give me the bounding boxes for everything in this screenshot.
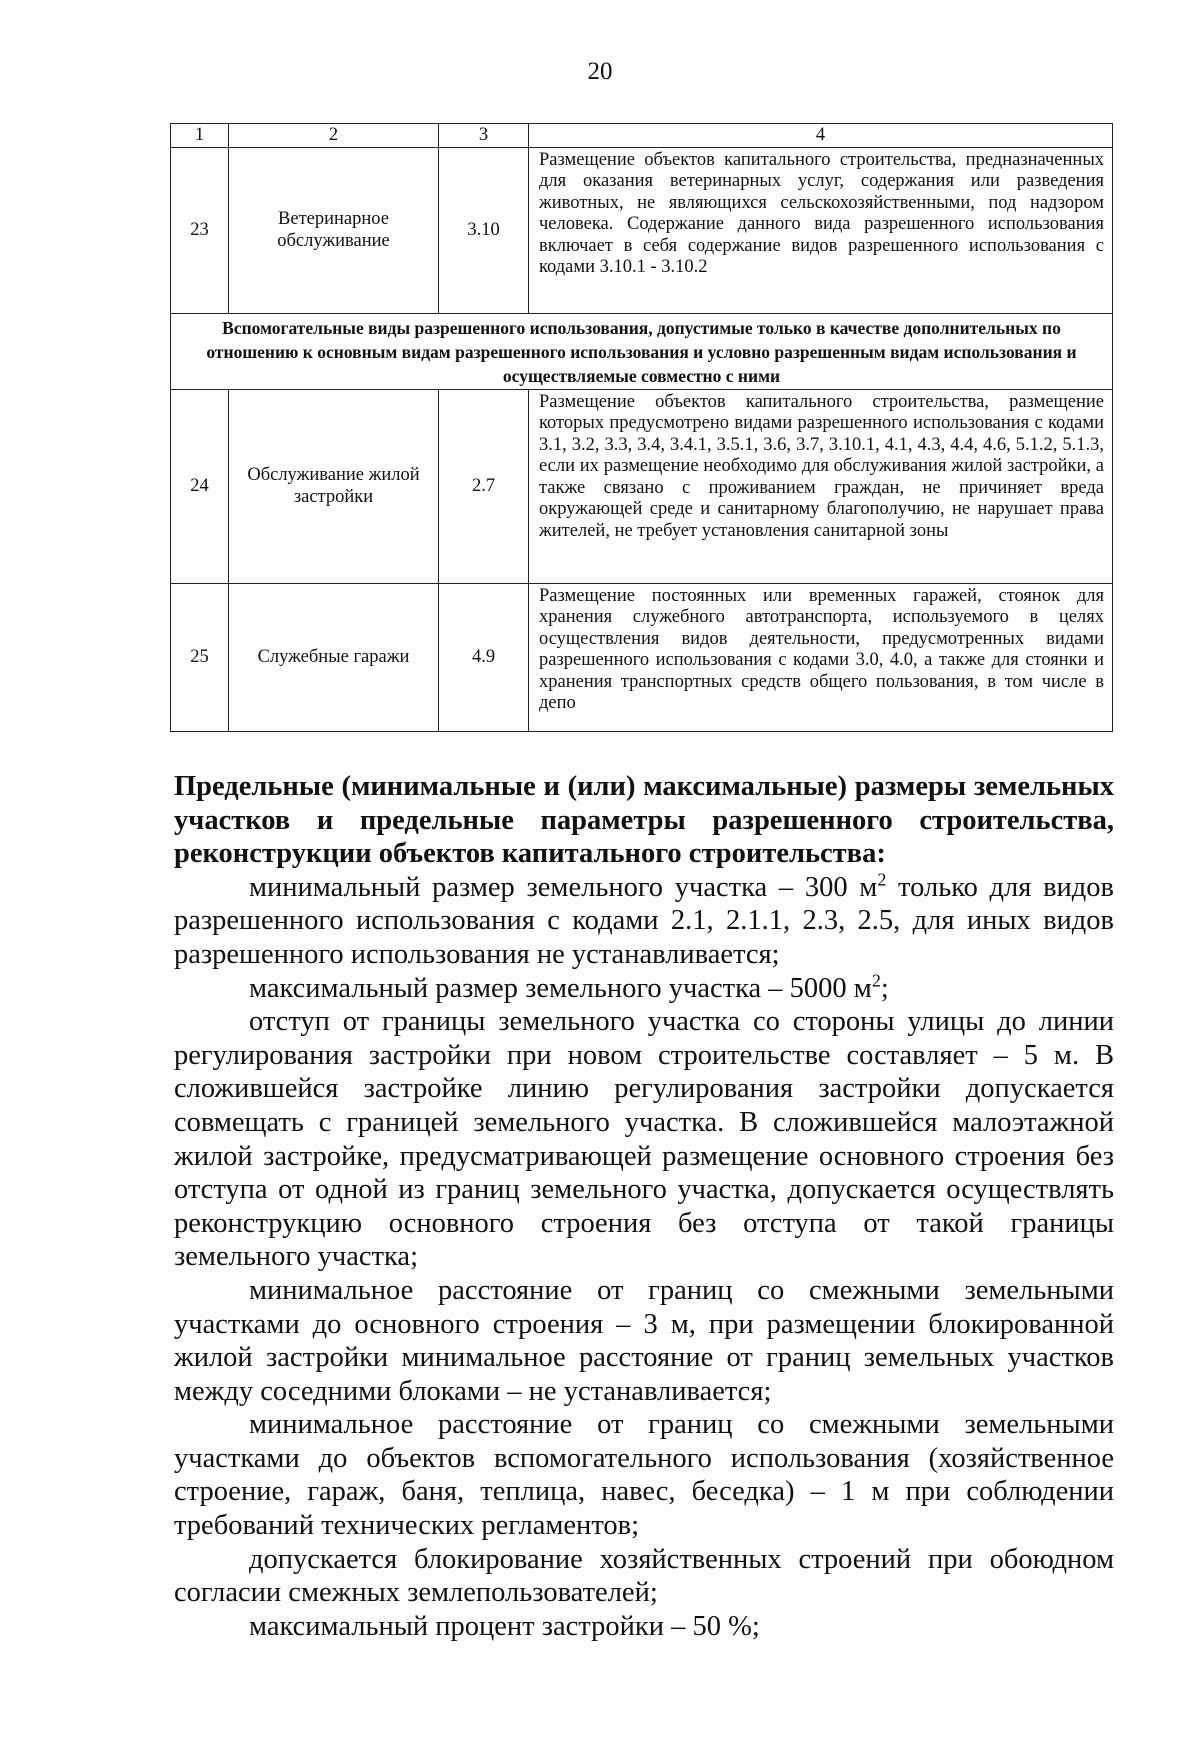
column-header: 1 [171, 124, 229, 148]
use-type-code: 4.9 [439, 584, 529, 732]
use-type-name: Служебные гаражи [229, 584, 439, 732]
paragraph-main-building-distance: минимальное расстояние от границ со смежными земельными участками до основного строения – 3 м, при размещении блокированной жилой застройки минимальное расстояние от границ земельных участков между соседними блоками – не устанавливается; [174, 1274, 1114, 1407]
parameters-section [174, 770, 1114, 1643]
auxiliary-section-row [171, 314, 1113, 390]
row-number: 25 [171, 584, 229, 732]
column-header: 3 [439, 124, 529, 148]
use-type-code: 3.10 [439, 148, 529, 314]
row-number: 23 [171, 148, 229, 314]
use-type-description: Размещение постоянных или временных гаражей, стоянок для хранения служебного автотранспорта, используемого в целях осуществления видов деятельности, предусмотренных видами разрешенного использования с кодами 3.0, 4.0, а также для стоянки и хранения транспортных средств общего пользования, в том числе в депо [529, 584, 1113, 732]
paragraph-blocking: допускается блокирование хозяйственных строений при обоюдном согласии смежных землепользователей; [174, 1543, 1114, 1609]
paragraph-max-plot-size: максимальный размер земельного участка – 5000 $м^2$; [249, 970, 889, 1004]
use-type-name: Ветеринарное обслуживание [229, 148, 439, 314]
section-heading: Предельные (минимальные и (или) максимальные) размеры земельных участков и предельные параметры разрешенного строительства, реконструкции объектов капитального строительства: [174, 771, 1114, 870]
table-row [171, 390, 1113, 584]
table-row [171, 148, 1113, 314]
paragraph-min-plot-size: минимальный размер земельного участка – 300 $м^2$ только для видов разрешенного использования с кодами 2.1, 2.1.1, 2.3, 2.5, для иных видов разрешенного использования не устанавливается; [174, 869, 1114, 970]
auxiliary-uses-heading: Вспомогательные виды разрешенного использования, допустимые только в качестве дополнительных по отношению к основным видам разрешенного использования и условно разрешенным видам использования и осуществляемые совместно с ними [171, 314, 1113, 390]
land-use-table [170, 123, 1113, 732]
table-header-row [171, 124, 1113, 148]
column-header: 4 [529, 124, 1113, 148]
row-number: 24 [171, 390, 229, 584]
paragraph-max-coverage: максимальный процент застройки – 50 %; [249, 1610, 760, 1642]
column-header: 2 [229, 124, 439, 148]
use-type-code: 2.7 [439, 390, 529, 584]
paragraph-auxiliary-distance: минимальное расстояние от границ со смежными земельными участками до объектов вспомогательного использования (хозяйственное строение, гараж, баня, теплица, навес, беседка) – 1 м при соблюдении требований технических регламентов; [174, 1409, 1114, 1542]
use-type-description: Размещение объектов капитального строительства, предназначенных для оказания ветеринарных услуг, содержания или разведения животных, не являющихся сельскохозяйственными, под надзором человека. Содержание данного вида разрешенного использования включает в себя содержание видов разрешенного использования с кодами 3.10.1 - 3.10.2 [529, 148, 1113, 314]
page-number: 20 [587, 58, 613, 85]
use-type-description: Размещение объектов капитального строительства, размещение которых предусмотрено видами разрешенного использования с кодами 3.1, 3.2, 3.3, 3.4, 3.4.1, 3.5.1, 3.6, 3.7, 3.10.1, 4.1, 4.3, 4.4, 4.6, 5.1.2, 5.1.3, если их размещение необходимо для обслуживания жилой застройки, а также связано с проживанием граждан, не причиняет вреда окружающей среде и санитарному благополучию, не нарушает права жителей, не требует установления санитарной зоны [529, 390, 1113, 584]
paragraph-setback: отступ от границы земельного участка со стороны улицы до линии регулирования застройки при новом строительстве составляет – 5 м. В сложившейся застройке линию регулирования застройки допускается совмещать с границей земельного участка. В сложившейся малоэтажной жилой застройке, предусматривающей размещение основного строения без отступа от одной из границ земельного участка, допускается осуществлять реконструкцию основного строения без отступа от такой границы земельного участка; [174, 1006, 1114, 1273]
use-type-name: Обслуживание жилой застройки [229, 390, 439, 584]
table-row [171, 584, 1113, 732]
